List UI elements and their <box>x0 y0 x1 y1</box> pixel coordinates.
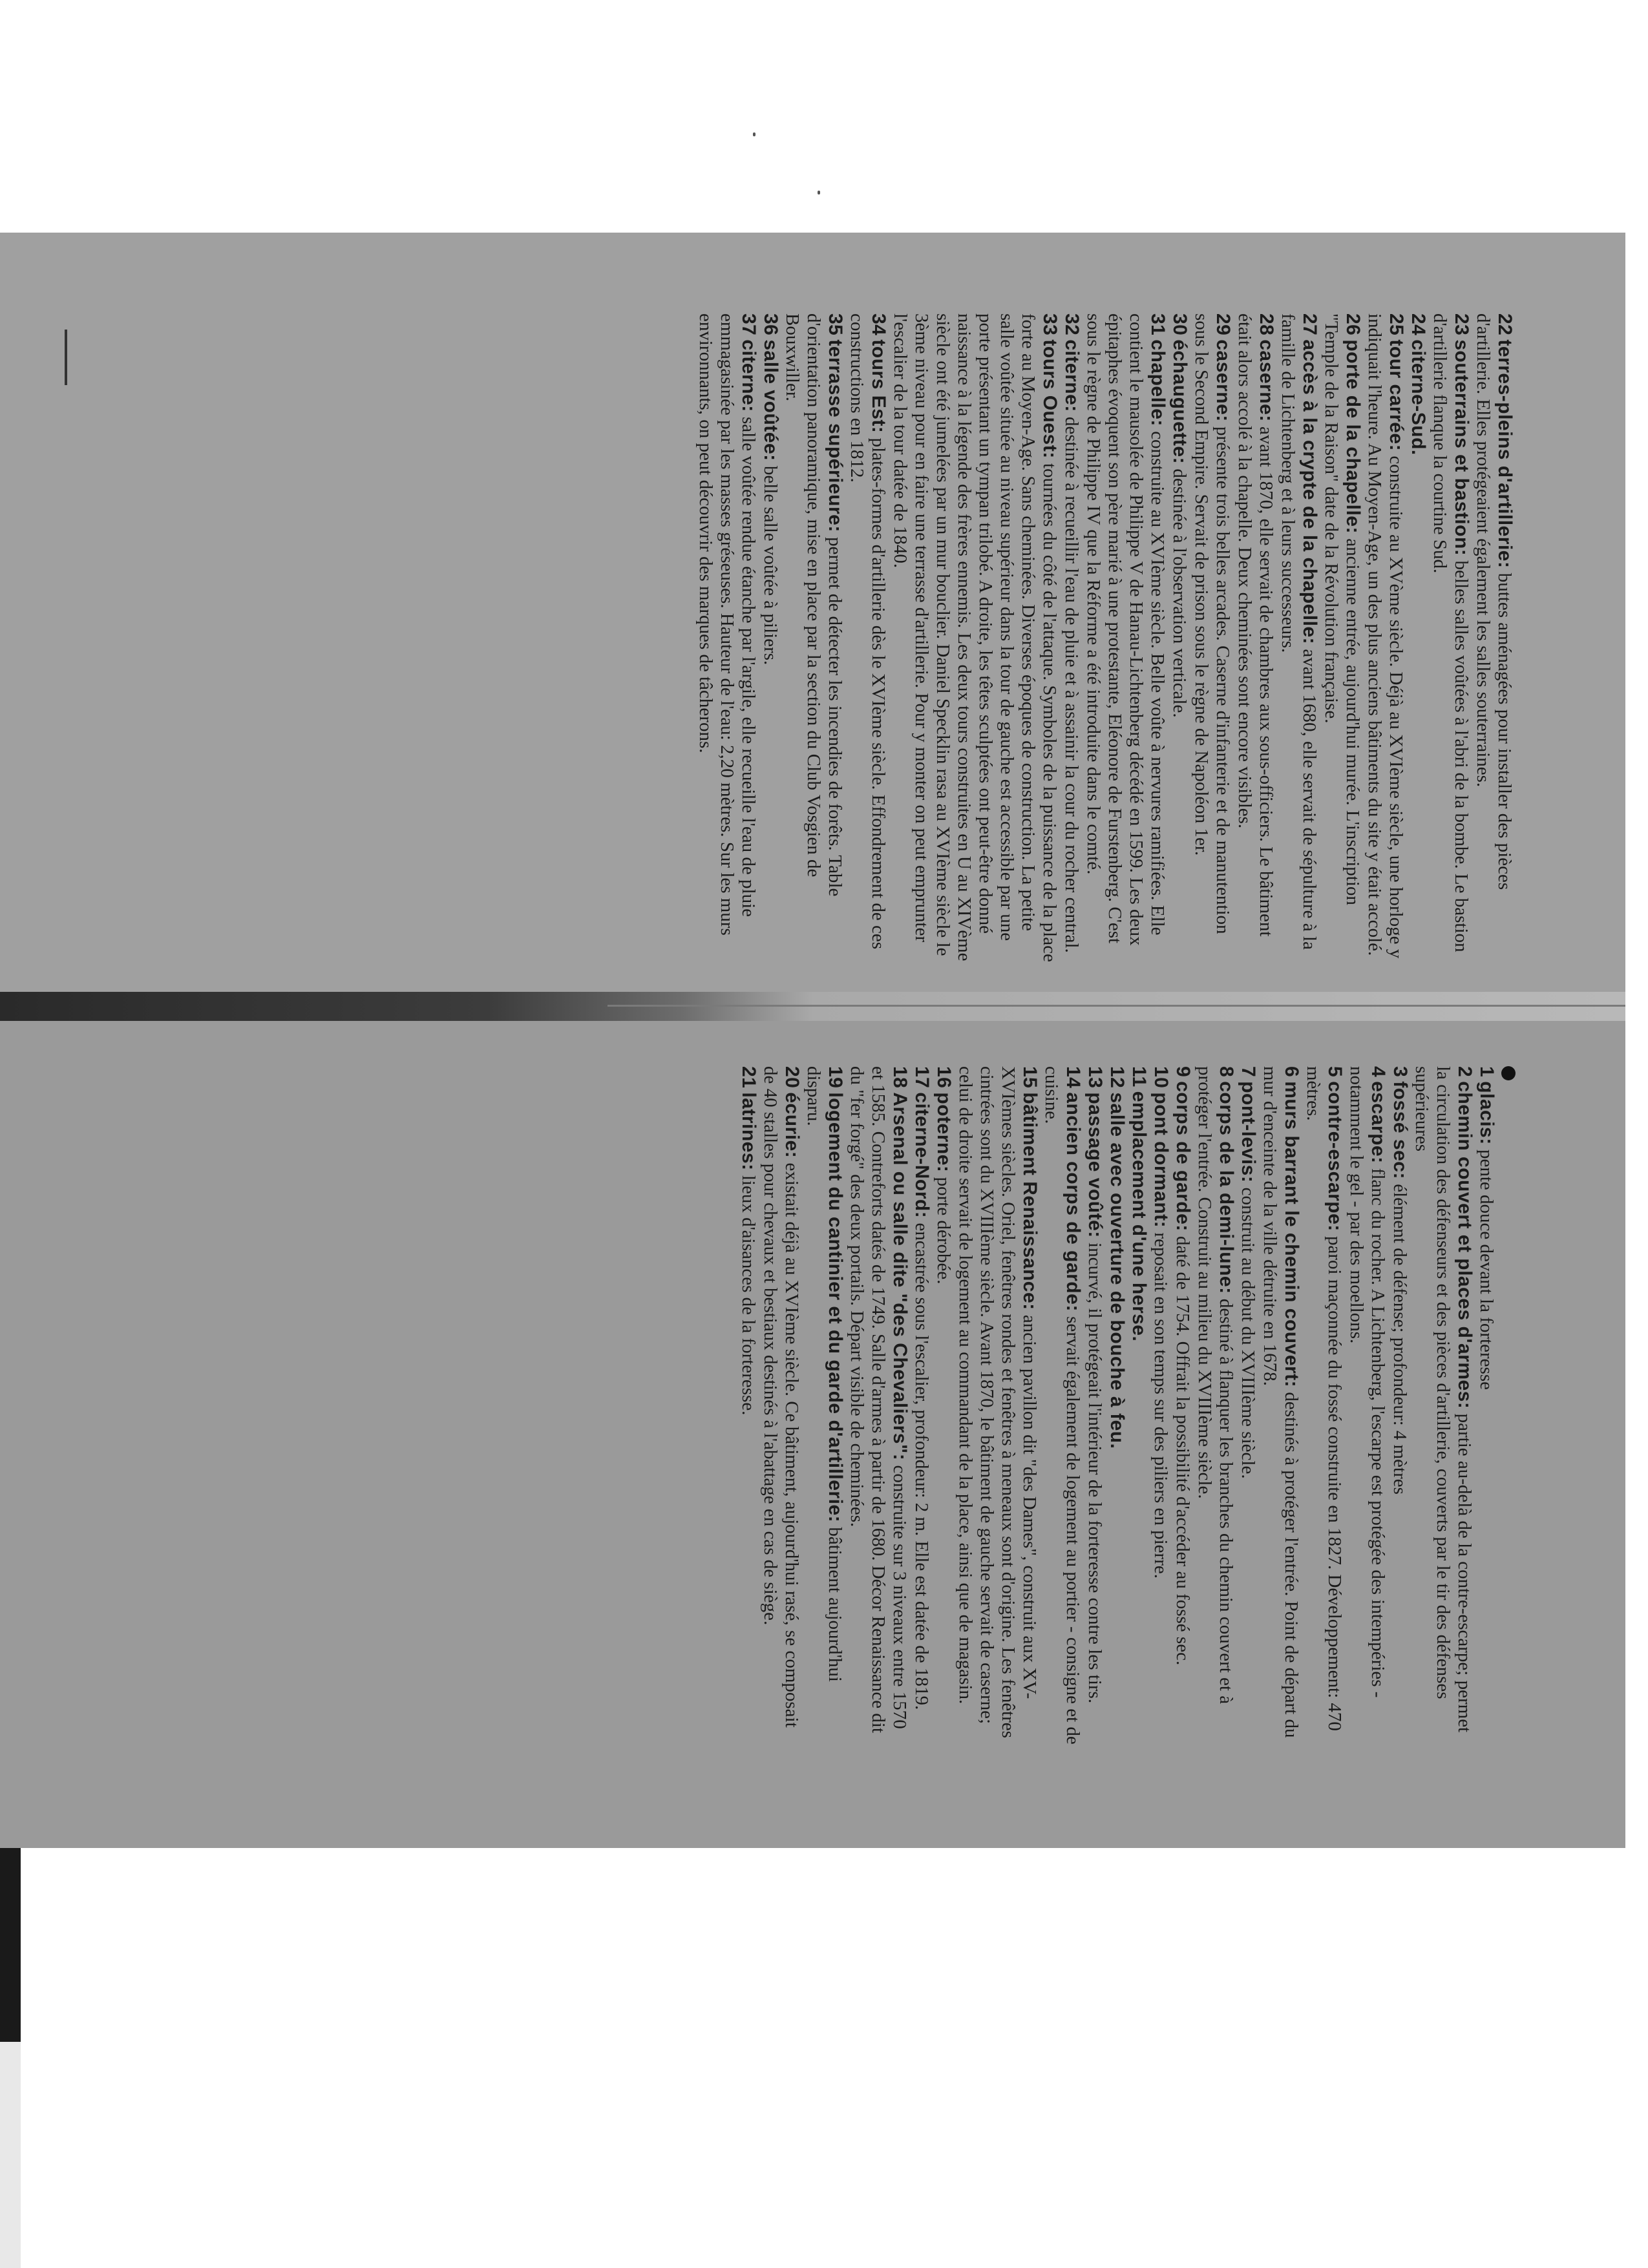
entry-term: citerne-Sud. <box>1408 339 1429 456</box>
entry-term: tours Est: <box>868 339 889 434</box>
entry-number: 10 <box>1150 1066 1172 1089</box>
entry-number: 17 <box>911 1066 933 1089</box>
entry-description: belles salles voûtées à l'abri de la bombe. Le bastion d'artillerie flanque la courtine Sud. <box>1430 313 1472 952</box>
entry-term: ancien corps de garde: <box>1062 1092 1084 1312</box>
entry-number: 33 <box>1039 313 1061 336</box>
entry-term: porte de la chapelle: <box>1342 339 1364 534</box>
entry-number: 11 <box>1128 1066 1150 1087</box>
legend-entry <box>1150 1066 1172 1745</box>
legend-entry <box>1041 1066 1084 1745</box>
entry-term: échauguette: <box>1169 339 1190 465</box>
entry-description: destiné à flanquer les branches du chemin couvert et à protéger l'entrée. Construit au milieu du XVIIIème siècle. <box>1194 1066 1236 1705</box>
entry-description: construite sur 3 niveaux entre 1570 et 1585. Contreforts datés de 1749. Salle d'armes à partir de 1680. Décor Renaissance dit du "fer forgé" des deux portails. Départ visible de cheminées. <box>847 1066 910 1734</box>
entry-description: servait également de logement au portier - consigne et de cuisine. <box>1041 1066 1083 1745</box>
entry-number: 12 <box>1106 1066 1128 1089</box>
entry-number: 14 <box>1062 1066 1084 1089</box>
entry-number: 35 <box>825 313 846 336</box>
legend-entry <box>759 313 781 966</box>
entry-number: 1 <box>1476 1066 1497 1078</box>
legend-entry <box>955 1066 1041 1745</box>
entry-description: flanc du rocher. A Lichtenberg, l'escarpe est protégée des intempéries - notamment le gel - par des moellons. <box>1346 1066 1388 1698</box>
entry-term: corps de garde: <box>1172 1081 1194 1232</box>
entry-term: Arsenal ou salle dite "des Chevaliers": <box>889 1092 911 1461</box>
entry-description: construit au début du XVIIIème siècle. <box>1238 1187 1258 1479</box>
legend-entry <box>1190 313 1234 966</box>
legend-entry <box>1194 1066 1237 1745</box>
scan-speck <box>818 191 820 194</box>
legend-entry <box>1389 1066 1411 1745</box>
scan-speck <box>753 132 755 136</box>
entry-term: passage voûté: <box>1084 1092 1106 1238</box>
entry-description: belle salle voûtée à piliers. <box>760 465 781 666</box>
entry-term: bâtiment Renaissance: <box>1019 1092 1041 1310</box>
entry-description: plates-formes d'artillerie dès le XVIème siècle. Effondrement de ces constructions en 1812. <box>847 313 889 950</box>
bullet-icon <box>1501 1066 1516 1080</box>
entry-number: 8 <box>1216 1066 1237 1078</box>
page-marker <box>65 330 67 385</box>
entry-description: buttes aménagées pour installer des pièces d'artillerie. Elles protégeaient également les salles souterraines. <box>1473 313 1515 890</box>
entry-term: chemin couvert et places d'armes: <box>1454 1081 1475 1409</box>
entry-term: fossé sec: <box>1389 1081 1411 1179</box>
legend-entry <box>781 313 846 966</box>
legend-entry <box>889 313 1061 966</box>
entry-term: tour carrée: <box>1386 339 1407 452</box>
entry-number: 21 <box>738 1066 759 1089</box>
entry-term: salle avec ouverture de bouche à feu. <box>1106 1092 1128 1449</box>
legend-entry <box>933 1066 955 1745</box>
legend-entry <box>1302 1066 1346 1745</box>
legend-entry <box>1364 313 1407 966</box>
entry-term: emplacement d'une herse. <box>1128 1091 1150 1342</box>
legend-entry <box>846 1066 911 1745</box>
entry-description: présente trois belles arcades. Caserne d'infanterie et de manutention sous le Second Empire. Servait de prison sous le règne de Napoléon 1er. <box>1191 313 1233 934</box>
entry-number: 3 <box>1389 1066 1411 1078</box>
entry-term: logement du cantinier et du garde d'artillerie: <box>825 1092 846 1523</box>
legend-entry <box>1084 1066 1106 1745</box>
legend-entry <box>1259 1066 1302 1745</box>
legend-entry <box>1320 313 1364 966</box>
entry-term: terres-pleins d'artillerie: <box>1494 339 1516 569</box>
entry-term: escarpe: <box>1368 1081 1389 1164</box>
entry-term: salle voûtée: <box>760 339 781 461</box>
entry-number: 27 <box>1299 313 1320 336</box>
entry-number: 37 <box>738 313 759 336</box>
entry-description: encastrée sous l'escalier, profondeur: 2 m. Elle est datée de 1819. <box>911 1223 932 1710</box>
entry-term: latrines: <box>738 1092 759 1171</box>
entry-description: ancien pavillon dit "des Dames", construit aux XV-XVIèmes siècles. Oriel, fenêtres rondes et fenêtres à meneaux sont d'origine. Les fenêtres cintrées sont du XVIIIème siècle. Avant 1870, le bâtiment de gauche servait de caserne; celui de droite servait de logement au commandant de la place, ainsi que de magasin. <box>955 1066 1040 1738</box>
entry-term: contre-escarpe: <box>1324 1081 1346 1232</box>
legend-entry <box>1083 313 1168 966</box>
entry-description: permet de détecter les incendies de forêts. Table d'orientation panoramique, mise en place par la section du Club Vosgien de Bouxwiller. <box>782 313 845 897</box>
entry-number: 26 <box>1342 313 1364 336</box>
legend-entry <box>1411 1066 1475 1745</box>
entry-term: citerne: <box>738 339 759 412</box>
entry-number: 25 <box>1386 313 1407 336</box>
entry-description: salle voûtée rendue étanche par l'argile, elle recueille l'eau de pluie emmagasinée par les masses gréseuses. Hauteur de l'eau: 2,20 mètres. Sur les murs environnants, on peut découvrir des marques de tâcherons. <box>695 313 759 936</box>
entry-description: avant 1680, elle servait de sépulture à la famille de Lichtenberg et à leurs successeurs. <box>1278 313 1320 950</box>
entry-number: 31 <box>1147 313 1168 336</box>
entry-description: partie au-delà de la contre-escarpe; permet la circulation des défenseurs et des pièces d'artillerie, couverts par le tir des défenses supérieures <box>1411 1066 1475 1733</box>
entry-term: caserne: <box>1212 339 1234 422</box>
legend-entry <box>846 313 889 966</box>
legend-entry <box>759 1066 803 1745</box>
entry-number: 4 <box>1368 1066 1389 1078</box>
legend-entry <box>1128 1066 1150 1745</box>
entry-number: 36 <box>760 313 781 336</box>
entry-term: caserne: <box>1256 339 1277 422</box>
entry-term: tours Ouest: <box>1039 339 1061 459</box>
entry-term: pont dormant: <box>1150 1092 1172 1228</box>
legend-entry <box>1277 313 1320 966</box>
legend-entry <box>1172 1066 1194 1745</box>
entry-description: construite au XVème siècle. Déjà au XVIème siècle, une horloge y indiquait l'heure. Au Moyen-Age, un des plus anciens bâtiments du site y était accolé. <box>1364 313 1406 959</box>
entry-number: 16 <box>933 1066 955 1089</box>
entry-description: porte dérobée. <box>933 1177 954 1285</box>
entry-term: accès à la crypte de la chapelle: <box>1299 339 1320 645</box>
entry-number: 15 <box>1019 1066 1041 1089</box>
entry-description: construite au XVIème siècle. Belle voûte à nervures ramifiées. Elle contient le mausolée de Philippe V de Hanau-Lichtenberg décédé en 1599. Les deux épitaphes évoquent son père marié à une protestante, Eléonore de Furstenberg. C'est sous le règne de Philippe IV que la Réforme a été introduite dans le comté. <box>1083 313 1168 946</box>
entry-term: écurie: <box>781 1092 803 1159</box>
entry-number: 28 <box>1256 313 1277 336</box>
entry-term: citerne: <box>1061 339 1083 412</box>
entry-term: corps de la demi-lune: <box>1216 1081 1237 1294</box>
entry-description: destinée à recueillir l'eau de pluie et à assainir la cour du rocher central. <box>1061 417 1082 953</box>
entry-term: murs barrant le chemin couvert: <box>1281 1081 1302 1388</box>
entry-term: pont-levis: <box>1238 1081 1259 1183</box>
entry-term: chapelle: <box>1147 339 1168 426</box>
legend-entry <box>1472 313 1516 966</box>
entry-number: 32 <box>1061 313 1083 336</box>
entry-description: destinés à protéger l'entrée. Point de départ du mur d'enceinte de la ville détruite en 1678. <box>1260 1066 1302 1738</box>
legend-entry <box>695 313 759 966</box>
legend-entry <box>1237 1066 1259 1745</box>
entry-number: 29 <box>1212 313 1234 336</box>
entry-description: daté de 1754. Offrait la possibilité d'accéder au fossé sec. <box>1172 1236 1193 1666</box>
scan-edge-light <box>0 2042 21 2268</box>
legend-entry <box>1429 313 1472 966</box>
entry-description: bâtiment aujourd'hui disparu. <box>803 1066 845 1682</box>
entry-number: 34 <box>868 313 889 336</box>
entry-description: élément de défense; profondeur: 4 mètres <box>1389 1184 1410 1495</box>
legend-entry <box>1475 1066 1497 1745</box>
entry-term: terrasse supérieure: <box>825 339 846 532</box>
entry-number: 22 <box>1494 313 1516 336</box>
entry-number: 13 <box>1084 1066 1106 1089</box>
legend-entry <box>803 1066 846 1745</box>
legend-entry <box>911 1066 933 1745</box>
entry-description: reposait en son temps sur des piliers en pierre. <box>1150 1232 1171 1579</box>
legend-column-22-37 <box>695 313 1516 966</box>
entry-description: paroi maçonnée du fossé construite en 1827. Développement: 470 mètres. <box>1303 1066 1345 1731</box>
legend-entry <box>1407 313 1429 966</box>
entry-number: 18 <box>889 1066 911 1089</box>
entry-number: 2 <box>1454 1066 1475 1078</box>
entry-term: poterne: <box>933 1092 955 1173</box>
fold-line <box>607 1005 1625 1007</box>
entry-description: tournées du côté de l'attaque. Symboles de la puissance de la place forte au Moyen-Age. Sans cheminées. Diverses époques de construction. La petite salle voûtée située au niveau supérieur dans la tour de gauche est accessible par une porte présentant un tympan trilobé. A droite, les têtes sculptées ont peut-être donné naissance à la légende des frères ennemis. Les deux tours construites en U au XIVème siècle ont été jumelées par un mur bouclier. Daniel Specklin rasa au XVIème siècle le 3ème niveau pour en faire une terrasse d'artillerie. Pour y monter on peut emprunter l'escalier de la tour datée de 1840. <box>890 313 1060 962</box>
entry-number: 23 <box>1451 313 1472 336</box>
entry-number: 24 <box>1408 313 1429 336</box>
entry-description: existait déjà au XVIème siècle. Ce bâtiment, aujourd'hui rasé, se composait de 40 stalles pour chevaux et bestiaux destinés à l'abattage en cas de siège. <box>760 1066 802 1728</box>
legend-column-1-21 <box>737 1066 1516 1745</box>
legend-entry <box>1234 313 1277 966</box>
entry-number: 6 <box>1281 1066 1302 1078</box>
entry-description: ancienne entrée, aujourd'hui murée. L'inscription "Temple de la Raison" date de la Révolution française. <box>1321 313 1363 905</box>
entry-number: 7 <box>1238 1066 1259 1078</box>
entry-term: glacis: <box>1476 1081 1497 1145</box>
entry-number: 9 <box>1172 1066 1194 1078</box>
entry-number: 30 <box>1169 313 1190 336</box>
entry-description: destinée à l'observation verticale. <box>1169 468 1190 718</box>
entry-description: avant 1870, elle servait de chambres aux sous-officiers. Le bâtiment était alors accolé à la chapelle. Deux cheminées sont encore visibles. <box>1234 313 1276 937</box>
entry-number: 5 <box>1324 1066 1346 1078</box>
entry-description: pente douce devant la forteresse <box>1476 1149 1497 1390</box>
entry-description: incurvé, il protégeait l'intérieur de la forteresse contre les tirs. <box>1084 1243 1105 1704</box>
legend-entry <box>1346 1066 1389 1745</box>
legend-entry <box>1106 1066 1128 1745</box>
entry-description: lieux d'aisances de la forteresse. <box>738 1175 759 1416</box>
entry-number: 19 <box>825 1066 846 1089</box>
legend-entry <box>1061 313 1083 966</box>
legend-entry <box>1168 313 1190 966</box>
legend-entry <box>737 1066 759 1745</box>
entry-number: 20 <box>781 1066 803 1089</box>
entry-term: souterrains et bastion: <box>1451 339 1472 556</box>
entry-term: citerne-Nord: <box>911 1092 933 1219</box>
